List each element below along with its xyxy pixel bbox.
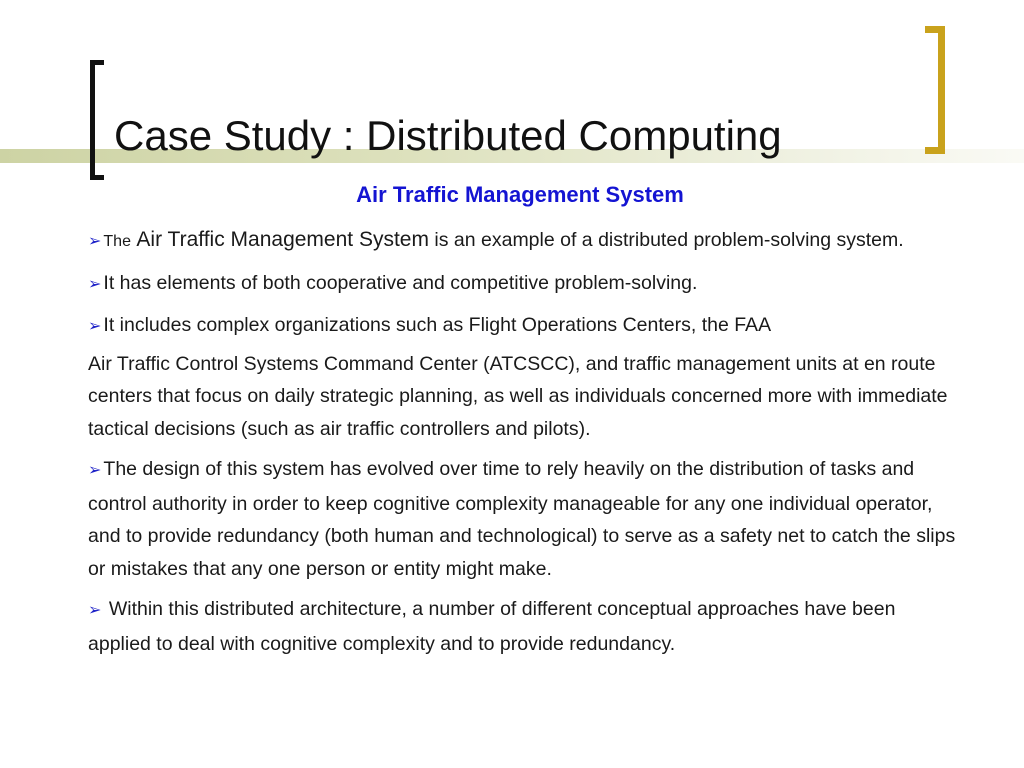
bullet-5-text: Within this distributed architecture, a number of different conceptual approaches have been applied to deal with cognitive complexity and to provide redundancy. bbox=[88, 598, 896, 655]
bullet-3 bbox=[88, 309, 960, 344]
arrow-bullet-icon: ➢ bbox=[88, 233, 102, 250]
bullet-1-prefix: The bbox=[103, 233, 131, 250]
bullet-2-text: It has elements of both cooperative and competitive problem-solving. bbox=[103, 271, 698, 294]
bullet-2 bbox=[88, 267, 960, 302]
arrow-bullet-icon: ➢ bbox=[88, 318, 102, 335]
bullet-4-text: The design of this system has evolved over time to rely heavily on the distribution of tasks and control authority in order to keep cognitive complexity manageable for any one individual operator, and to provide redundancy (both human and technological) to serve as a safety net to catch the slips or mistakes that any one person or entity might make. bbox=[88, 458, 956, 580]
bullet-3-text: It includes complex organizations such as Flight Operations Centers, the FAA bbox=[103, 314, 772, 336]
arrow-bullet-icon: ➢ bbox=[88, 602, 102, 619]
right-bracket-decoration bbox=[925, 26, 945, 154]
slide-subtitle: Air Traffic Management System bbox=[356, 182, 684, 207]
bullet-3-continuation: Air Traffic Control Systems Command Center (ATCSCC), and traffic management units at en route centers that focus on daily strategic planning, as well as individuals concerned more with immediate tactical decisions (such as air traffic controllers and pilots). bbox=[88, 352, 948, 440]
bullet-5 bbox=[88, 593, 960, 660]
bullet-1-suffix: is an example of a distributed problem-solving system. bbox=[434, 229, 904, 251]
slide-title: Case Study : Distributed Computing bbox=[114, 112, 782, 159]
bullet-1 bbox=[88, 224, 960, 259]
bullet-4 bbox=[88, 453, 960, 585]
slide-body bbox=[88, 224, 960, 668]
left-bracket-decoration bbox=[90, 60, 104, 180]
arrow-bullet-icon: ➢ bbox=[88, 462, 102, 479]
arrow-bullet-icon: ➢ bbox=[88, 275, 102, 293]
bullet-1-emphasis: Air Traffic Management System bbox=[136, 228, 429, 251]
